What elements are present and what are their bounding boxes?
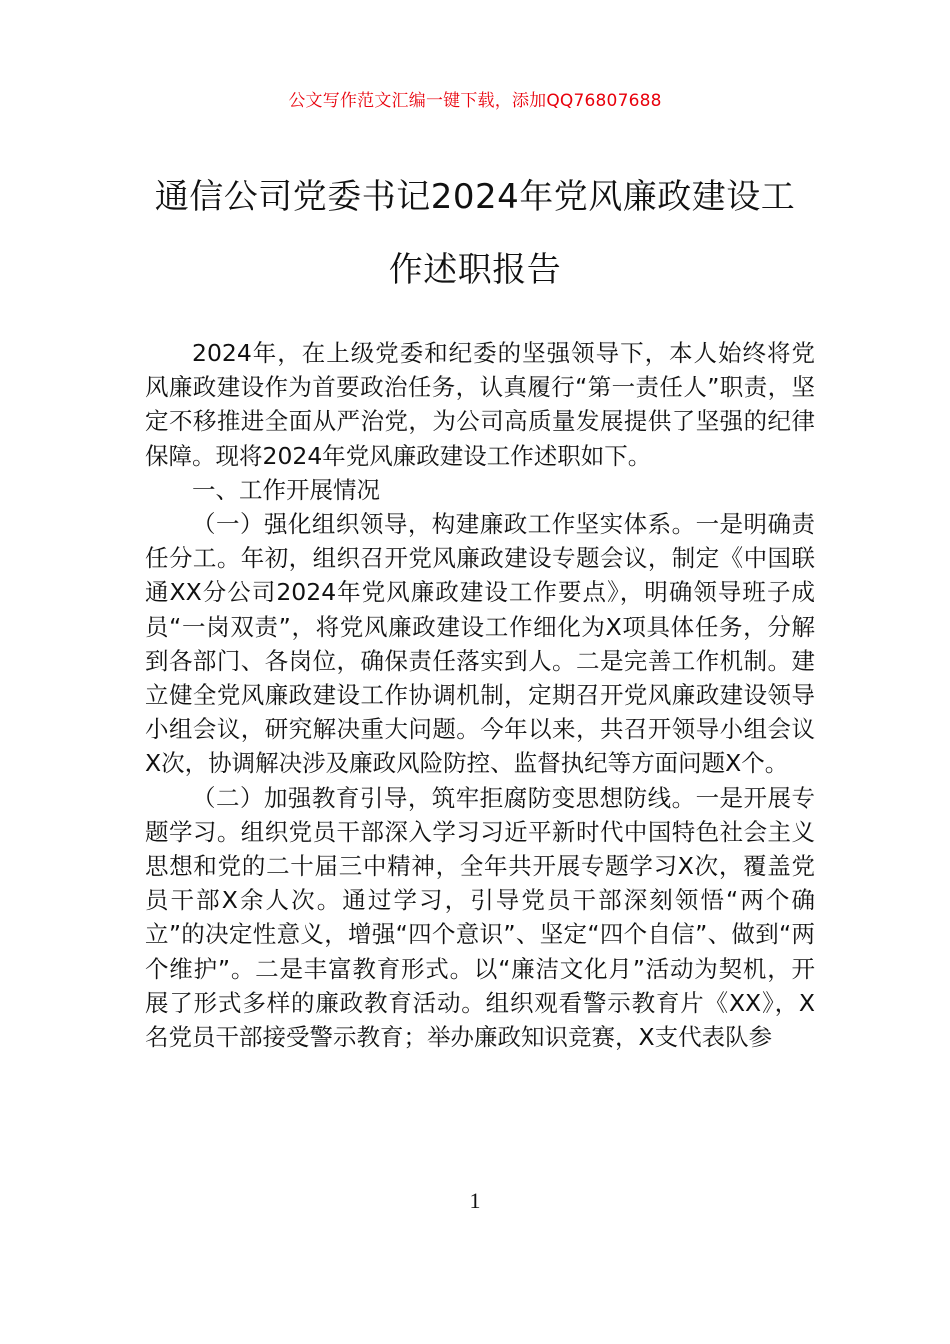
paragraph-subsection-1: （一）强化组织领导，构建廉政工作坚实体系。一是明确责任分工。年初，组织召开党风廉政建设专题会议，制定《中国联通XX分公司2024年党风廉政建设工作要点》，明确领导班子成员“一岗双责”，将党风廉政建设工作细化为X项具体任务，分解到各部门、各岗位，确保责任落实到人。二是完善工作机制。建立健全党风廉政建设工作协调机制，定期召开党风廉政建设领导小组会议，研究解决重大问题。今年以来，共召开领导小组会议X次，协调解决涉及廉政风险防控、监督执纪等方面问题X个。 [145,510,815,778]
document-body [145,336,815,1054]
section-heading-1: 一、工作开展情况 [192,475,380,504]
paragraph-subsection-2: （二）加强教育引导，筑牢拒腐防变思想防线。一是开展专题学习。组织党员干部深入学习习近平新时代中国特色社会主义思想和党的二十届三中精神，全年共开展专题学习X次，覆盖党员干部X余人次。通过学习，引导党员干部深刻领悟“两个确立”的决定性意义，增强“四个意识”、坚定“四个自信”、做到“两个维护”。二是丰富教育形式。以“廉洁文化月”活动为契机，开展了形式多样的廉政教育活动。组织观看警示教育片《XX》，X名党员干部接受警示教育；举办廉政知识竞赛，X支代表队参 [145,783,815,1052]
document-title-line-2: 作述职报告 [388,250,562,290]
document-title-line-1: 通信公司党委书记2024年党风廉政建设工 [154,177,796,217]
paragraph-intro: 2024年，在上级党委和纪委的坚强领导下，本人始终将党风廉政建设作为首要政治任务，认真履行“第一责任人”职责，坚定不移推进全面从严治党，为公司高质量发展提供了坚强的纪律保障。现将2024年党风廉政建设工作述职如下。 [145,339,815,470]
page-number: 1 [469,1188,481,1213]
header-ad-text: 公文写作范文汇编一键下载，添加QQ76807688 [288,91,662,111]
